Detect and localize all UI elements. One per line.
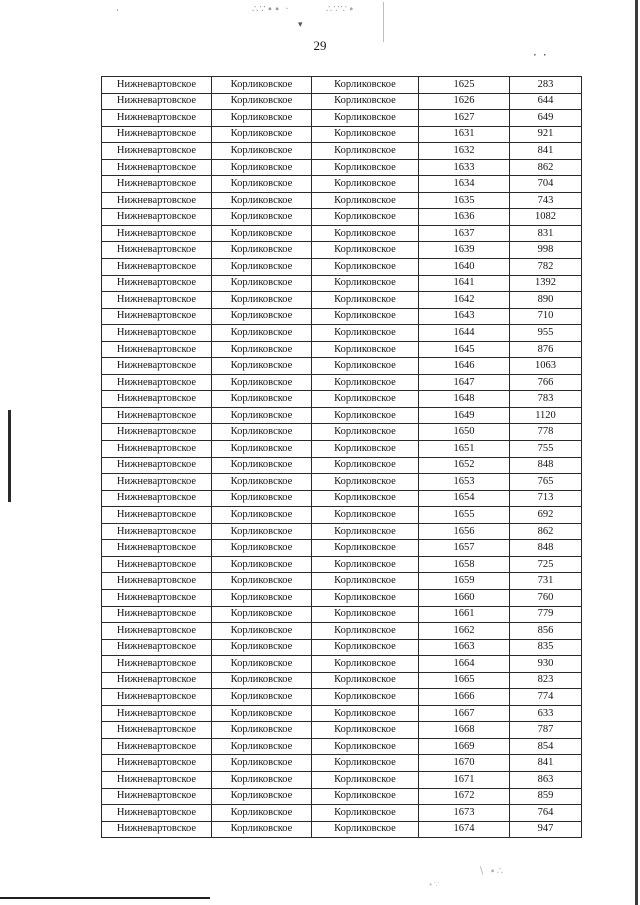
cell-well-number: 1665: [419, 672, 510, 689]
table-row: [102, 441, 582, 458]
table-row: [102, 705, 582, 722]
cell-field: Корликовское: [212, 259, 312, 276]
cell-field: Корликовское: [212, 126, 312, 143]
table-row: [102, 110, 582, 127]
cell-well-number: 1671: [419, 771, 510, 788]
cell-value: 863: [510, 771, 582, 788]
cell-license-area: Корликовское: [312, 738, 419, 755]
table-body: [102, 77, 582, 838]
cell-district: Нижневартовское: [102, 821, 212, 838]
cell-district: Нижневартовское: [102, 325, 212, 342]
cell-license-area: Корликовское: [312, 523, 419, 540]
cell-district: Нижневартовское: [102, 143, 212, 160]
cell-license-area: Корликовское: [312, 259, 419, 276]
cell-district: Нижневартовское: [102, 259, 212, 276]
cell-district: Нижневартовское: [102, 457, 212, 474]
cell-field: Корликовское: [212, 738, 312, 755]
cell-value: 783: [510, 391, 582, 408]
cell-district: Нижневартовское: [102, 176, 212, 193]
table-row: [102, 159, 582, 176]
cell-field: Корликовское: [212, 573, 312, 590]
cell-license-area: Корликовское: [312, 176, 419, 193]
cell-license-area: Корликовское: [312, 110, 419, 127]
cell-license-area: Корликовское: [312, 126, 419, 143]
cell-well-number: 1660: [419, 589, 510, 606]
cell-field: Корликовское: [212, 771, 312, 788]
cell-district: Нижневартовское: [102, 805, 212, 822]
cell-license-area: Корликовское: [312, 656, 419, 673]
cell-value: 704: [510, 176, 582, 193]
cell-field: Корликовское: [212, 110, 312, 127]
cell-district: Нижневартовское: [102, 738, 212, 755]
cell-well-number: 1658: [419, 556, 510, 573]
cell-well-number: 1641: [419, 275, 510, 292]
cell-field: Корликовское: [212, 209, 312, 226]
cell-value: 787: [510, 722, 582, 739]
table-row: [102, 639, 582, 656]
cell-well-number: 1644: [419, 325, 510, 342]
cell-field: Корликовское: [212, 93, 312, 110]
cell-field: Корликовское: [212, 490, 312, 507]
cell-field: Корликовское: [212, 656, 312, 673]
cell-license-area: Корликовское: [312, 457, 419, 474]
cell-license-area: Корликовское: [312, 623, 419, 640]
cell-field: Корликовское: [212, 672, 312, 689]
cell-license-area: Корликовское: [312, 275, 419, 292]
cell-well-number: 1643: [419, 308, 510, 325]
scan-artifact: ∴∵∙∙ ·: [252, 4, 290, 15]
cell-license-area: Корликовское: [312, 374, 419, 391]
cell-license-area: Корликовское: [312, 689, 419, 706]
table-row: [102, 374, 582, 391]
cell-license-area: Корликовское: [312, 424, 419, 441]
cell-field: Корликовское: [212, 391, 312, 408]
cell-district: Нижневартовское: [102, 110, 212, 127]
cell-license-area: Корликовское: [312, 507, 419, 524]
cell-district: Нижневартовское: [102, 556, 212, 573]
cell-well-number: 1646: [419, 358, 510, 375]
cell-district: Нижневартовское: [102, 358, 212, 375]
cell-license-area: Корликовское: [312, 490, 419, 507]
cell-well-number: 1663: [419, 639, 510, 656]
cell-district: Нижневартовское: [102, 755, 212, 772]
cell-value: 649: [510, 110, 582, 127]
cell-value: 692: [510, 507, 582, 524]
cell-license-area: Корликовское: [312, 805, 419, 822]
cell-value: 764: [510, 805, 582, 822]
table-row: [102, 606, 582, 623]
cell-field: Корликовское: [212, 441, 312, 458]
cell-district: Нижневартовское: [102, 507, 212, 524]
table-row: [102, 93, 582, 110]
cell-license-area: Корликовское: [312, 540, 419, 557]
cell-value: 1063: [510, 358, 582, 375]
cell-field: Корликовское: [212, 77, 312, 94]
table-row: [102, 738, 582, 755]
cell-well-number: 1645: [419, 341, 510, 358]
cell-value: 831: [510, 225, 582, 242]
cell-well-number: 1648: [419, 391, 510, 408]
cell-value: 766: [510, 374, 582, 391]
cell-well-number: 1647: [419, 374, 510, 391]
cell-license-area: Корликовское: [312, 77, 419, 94]
cell-license-area: Корликовское: [312, 407, 419, 424]
cell-license-area: Корликовское: [312, 573, 419, 590]
cell-field: Корликовское: [212, 788, 312, 805]
cell-well-number: 1666: [419, 689, 510, 706]
cell-field: Корликовское: [212, 424, 312, 441]
cell-field: Корликовское: [212, 242, 312, 259]
cell-value: 848: [510, 457, 582, 474]
cell-district: Нижневартовское: [102, 689, 212, 706]
cell-well-number: 1655: [419, 507, 510, 524]
cell-license-area: Корликовское: [312, 474, 419, 491]
cell-field: Корликовское: [212, 606, 312, 623]
cell-well-number: 1653: [419, 474, 510, 491]
cell-value: 835: [510, 639, 582, 656]
table-row: [102, 126, 582, 143]
table-row: [102, 490, 582, 507]
cell-value: 779: [510, 606, 582, 623]
cell-field: Корликовское: [212, 705, 312, 722]
cell-district: Нижневартовское: [102, 771, 212, 788]
cell-field: Корликовское: [212, 192, 312, 209]
cell-value: 1082: [510, 209, 582, 226]
table-row: [102, 805, 582, 822]
table-row: [102, 407, 582, 424]
cell-field: Корликовское: [212, 507, 312, 524]
cell-district: Нижневартовское: [102, 474, 212, 491]
cell-well-number: 1635: [419, 192, 510, 209]
cell-value: 743: [510, 192, 582, 209]
cell-well-number: 1661: [419, 606, 510, 623]
cell-value: 710: [510, 308, 582, 325]
table-row: [102, 556, 582, 573]
cell-value: 1392: [510, 275, 582, 292]
table-row: [102, 623, 582, 640]
cell-well-number: 1626: [419, 93, 510, 110]
cell-license-area: Корликовское: [312, 821, 419, 838]
cell-field: Корликовское: [212, 292, 312, 309]
table-row: [102, 589, 582, 606]
cell-well-number: 1636: [419, 209, 510, 226]
table-row: [102, 722, 582, 739]
cell-district: Нижневартовское: [102, 93, 212, 110]
cell-field: Корликовское: [212, 589, 312, 606]
cell-district: Нижневартовское: [102, 672, 212, 689]
table-row: [102, 689, 582, 706]
cell-district: Нижневартовское: [102, 374, 212, 391]
cell-license-area: Корликовское: [312, 93, 419, 110]
table-row: [102, 672, 582, 689]
cell-well-number: 1651: [419, 441, 510, 458]
cell-field: Корликовское: [212, 523, 312, 540]
cell-district: Нижневартовское: [102, 126, 212, 143]
cell-value: 955: [510, 325, 582, 342]
cell-well-number: 1672: [419, 788, 510, 805]
cell-well-number: 1631: [419, 126, 510, 143]
table-row: [102, 457, 582, 474]
cell-license-area: Корликовское: [312, 292, 419, 309]
cell-well-number: 1664: [419, 656, 510, 673]
cell-well-number: 1674: [419, 821, 510, 838]
cell-district: Нижневартовское: [102, 573, 212, 590]
cell-well-number: 1673: [419, 805, 510, 822]
cell-district: Нижневартовское: [102, 490, 212, 507]
table-row: [102, 77, 582, 94]
cell-value: 755: [510, 441, 582, 458]
cell-district: Нижневартовское: [102, 606, 212, 623]
cell-field: Корликовское: [212, 325, 312, 342]
table-row: [102, 176, 582, 193]
cell-district: Нижневартовское: [102, 275, 212, 292]
cell-field: Корликовское: [212, 556, 312, 573]
cell-district: Нижневартовское: [102, 225, 212, 242]
cell-field: Корликовское: [212, 821, 312, 838]
cell-field: Корликовское: [212, 275, 312, 292]
cell-value: 930: [510, 656, 582, 673]
cell-value: 841: [510, 755, 582, 772]
table-row: [102, 292, 582, 309]
cell-well-number: 1649: [419, 407, 510, 424]
cell-value: 856: [510, 623, 582, 640]
cell-well-number: 1657: [419, 540, 510, 557]
cell-district: Нижневартовское: [102, 77, 212, 94]
cell-value: 890: [510, 292, 582, 309]
table-row: [102, 788, 582, 805]
cell-well-number: 1668: [419, 722, 510, 739]
cell-district: Нижневартовское: [102, 308, 212, 325]
scan-speck: ·: [116, 6, 120, 16]
table-row: [102, 358, 582, 375]
table-row: [102, 225, 582, 242]
cell-field: Корликовское: [212, 341, 312, 358]
cell-district: Нижневартовское: [102, 159, 212, 176]
cell-value: 876: [510, 341, 582, 358]
cell-value: 782: [510, 259, 582, 276]
cell-district: Нижневартовское: [102, 407, 212, 424]
cell-field: Корликовское: [212, 689, 312, 706]
cell-well-number: 1652: [419, 457, 510, 474]
table-row: [102, 474, 582, 491]
table-row: [102, 771, 582, 788]
scan-artifact: ▾: [298, 20, 304, 30]
table-row: [102, 424, 582, 441]
cell-license-area: Корликовское: [312, 771, 419, 788]
table-row: [102, 308, 582, 325]
cell-value: 633: [510, 705, 582, 722]
cell-value: 848: [510, 540, 582, 557]
cell-well-number: 1625: [419, 77, 510, 94]
scan-line: [383, 2, 384, 42]
cell-district: Нижневартовское: [102, 540, 212, 557]
cell-field: Корликовское: [212, 143, 312, 160]
cell-well-number: 1642: [419, 292, 510, 309]
cell-field: Корликовское: [212, 176, 312, 193]
table-row: [102, 325, 582, 342]
table-row: [102, 523, 582, 540]
cell-license-area: Корликовское: [312, 358, 419, 375]
cell-well-number: 1662: [419, 623, 510, 640]
cell-field: Корликовское: [212, 805, 312, 822]
cell-well-number: 1627: [419, 110, 510, 127]
scan-edge-mark: [8, 410, 11, 502]
cell-well-number: 1659: [419, 573, 510, 590]
cell-district: Нижневартовское: [102, 639, 212, 656]
cell-value: 283: [510, 77, 582, 94]
cell-license-area: Корликовское: [312, 308, 419, 325]
cell-value: 765: [510, 474, 582, 491]
table-row: [102, 242, 582, 259]
scan-edge-mark: [0, 897, 210, 899]
cell-value: 725: [510, 556, 582, 573]
cell-district: Нижневартовское: [102, 192, 212, 209]
cell-license-area: Корликовское: [312, 143, 419, 160]
cell-license-area: Корликовское: [312, 325, 419, 342]
cell-well-number: 1669: [419, 738, 510, 755]
table-row: [102, 573, 582, 590]
cell-license-area: Корликовское: [312, 225, 419, 242]
cell-field: Корликовское: [212, 225, 312, 242]
cell-field: Корликовское: [212, 308, 312, 325]
data-table: [101, 76, 582, 838]
cell-field: Корликовское: [212, 722, 312, 739]
table-row: [102, 391, 582, 408]
cell-license-area: Корликовское: [312, 192, 419, 209]
table-row: [102, 341, 582, 358]
cell-value: 778: [510, 424, 582, 441]
table-row: [102, 507, 582, 524]
cell-well-number: 1667: [419, 705, 510, 722]
cell-license-area: Корликовское: [312, 755, 419, 772]
cell-district: Нижневартовское: [102, 391, 212, 408]
scan-artifact: ∖ ∙∴: [478, 866, 505, 877]
cell-license-area: Корликовское: [312, 705, 419, 722]
cell-well-number: 1650: [419, 424, 510, 441]
cell-license-area: Корликовское: [312, 639, 419, 656]
cell-field: Корликовское: [212, 623, 312, 640]
cell-field: Корликовское: [212, 540, 312, 557]
cell-field: Корликовское: [212, 374, 312, 391]
cell-value: 644: [510, 93, 582, 110]
table-row: [102, 192, 582, 209]
cell-license-area: Корликовское: [312, 159, 419, 176]
cell-license-area: Корликовское: [312, 341, 419, 358]
scan-edge-mark: [635, 0, 638, 905]
cell-license-area: Корликовское: [312, 722, 419, 739]
table-row: [102, 821, 582, 838]
cell-district: Нижневартовское: [102, 424, 212, 441]
cell-field: Корликовское: [212, 457, 312, 474]
table-row: [102, 259, 582, 276]
scan-artifact: ∴∵∵∙: [326, 4, 356, 15]
cell-license-area: Корликовское: [312, 788, 419, 805]
scan-artifact: ∙∵: [428, 880, 441, 889]
cell-well-number: 1656: [419, 523, 510, 540]
cell-value: 1120: [510, 407, 582, 424]
cell-field: Корликовское: [212, 639, 312, 656]
cell-well-number: 1634: [419, 176, 510, 193]
cell-district: Нижневартовское: [102, 722, 212, 739]
cell-value: 921: [510, 126, 582, 143]
cell-district: Нижневартовское: [102, 292, 212, 309]
cell-field: Корликовское: [212, 474, 312, 491]
cell-value: 862: [510, 159, 582, 176]
cell-license-area: Корликовское: [312, 672, 419, 689]
cell-license-area: Корликовское: [312, 391, 419, 408]
cell-license-area: Корликовское: [312, 242, 419, 259]
cell-district: Нижневартовское: [102, 788, 212, 805]
cell-value: 731: [510, 573, 582, 590]
cell-field: Корликовское: [212, 358, 312, 375]
cell-value: 998: [510, 242, 582, 259]
table-row: [102, 540, 582, 557]
cell-well-number: 1633: [419, 159, 510, 176]
cell-well-number: 1640: [419, 259, 510, 276]
cell-district: Нижневартовское: [102, 209, 212, 226]
cell-well-number: 1632: [419, 143, 510, 160]
cell-value: 859: [510, 788, 582, 805]
cell-district: Нижневартовское: [102, 589, 212, 606]
cell-district: Нижневартовское: [102, 656, 212, 673]
cell-field: Корликовское: [212, 755, 312, 772]
cell-district: Нижневартовское: [102, 242, 212, 259]
cell-value: 713: [510, 490, 582, 507]
cell-license-area: Корликовское: [312, 209, 419, 226]
table-row: [102, 275, 582, 292]
table-row: [102, 143, 582, 160]
cell-well-number: 1637: [419, 225, 510, 242]
cell-value: 841: [510, 143, 582, 160]
cell-value: 854: [510, 738, 582, 755]
cell-value: 947: [510, 821, 582, 838]
scan-speck: ··: [533, 48, 553, 62]
cell-well-number: 1670: [419, 755, 510, 772]
cell-district: Нижневартовское: [102, 523, 212, 540]
cell-value: 774: [510, 689, 582, 706]
cell-district: Нижневартовское: [102, 623, 212, 640]
cell-field: Корликовское: [212, 159, 312, 176]
cell-well-number: 1639: [419, 242, 510, 259]
page-number: 29: [313, 38, 327, 53]
table-row: [102, 656, 582, 673]
cell-field: Корликовское: [212, 407, 312, 424]
table-row: [102, 209, 582, 226]
cell-license-area: Корликовское: [312, 556, 419, 573]
cell-district: Нижневартовское: [102, 341, 212, 358]
cell-license-area: Корликовское: [312, 606, 419, 623]
cell-well-number: 1654: [419, 490, 510, 507]
cell-value: 823: [510, 672, 582, 689]
table-row: [102, 755, 582, 772]
cell-district: Нижневартовское: [102, 441, 212, 458]
cell-value: 862: [510, 523, 582, 540]
cell-license-area: Корликовское: [312, 441, 419, 458]
cell-license-area: Корликовское: [312, 589, 419, 606]
cell-value: 760: [510, 589, 582, 606]
cell-district: Нижневартовское: [102, 705, 212, 722]
